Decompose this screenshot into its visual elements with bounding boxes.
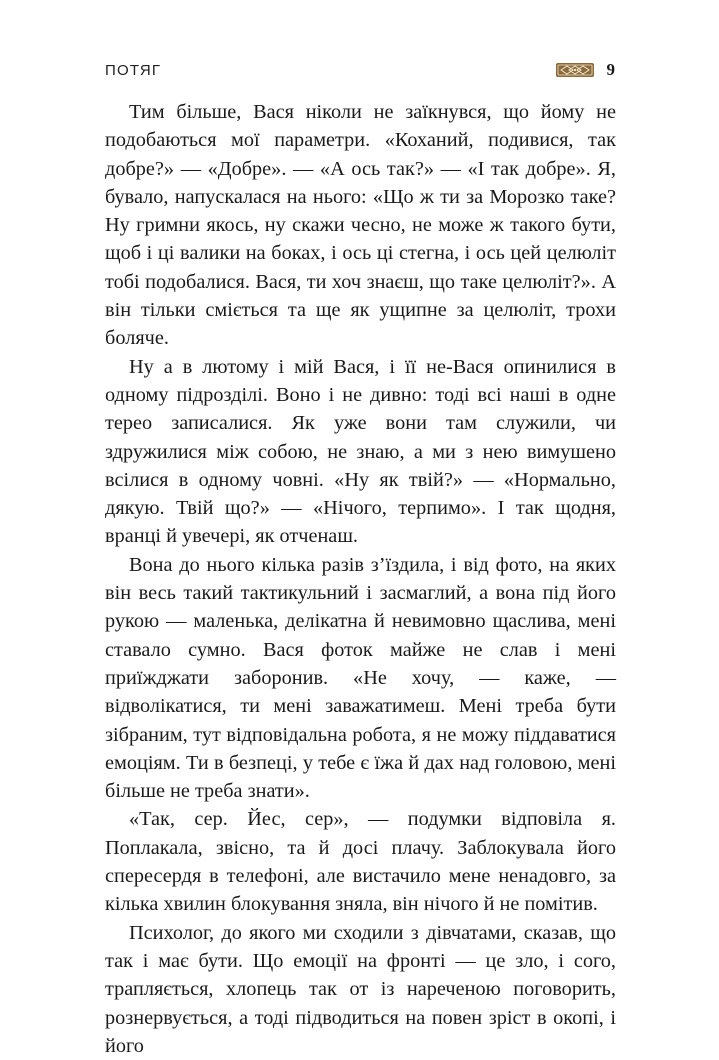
decorative-ornament-icon [555,62,595,78]
paragraph: Психолог, до якого ми сходили з дівчатами, сказав, що так і має бути. Що емоції на фронті — це зло, і coго, трапляється, хлопець так от із нареченою поговорить, рознервується, а тоді підводиться на повен зріст в окопі, і його [105,921,616,1057]
paragraph: Вона до нього кілька разів з’їздила, і від фото, на яких він весь такий тактикульний і засмаглий, а вона під його рукою — маленька, делікатна й невимовно щаслива, мені ставало сумно. Вася фоток майже не слав і мені приїжджати заборонив. «Не хочу, — каже, — відволікатися, ти мені заважатимеш. Мені треба бути зібраним, тут відповідальна робота, я не можу піддаватися емоціям. Ти в безпеці, у тебе є їжа й дах над головою, мені більше не треба знати». [105,553,616,803]
running-head [105,60,615,84]
running-title: ПОТЯГ [105,62,162,79]
body-text [105,98,616,1060]
page-number: 9 [606,60,615,79]
paragraph: «Так, сер. Йес, сер», — подумки відповіла я. Поплакала, звісно, та й досі плачу. Заблокувала його спересердя в телефоні, але вистачило мене ненадовго, за кілька хвилин блокування зняла, він нічого й не помітив. [105,808,616,916]
paragraph: Тим більше, Вася ніколи не заїкнувся, що йому не подобаються мої параметри. «Коханий, подивися, так добре?» — «Добре». — «А ось так?» — «І так добре». Я, бувало, напускалася на нього: «Що ж ти за Морозко таке? Ну гримни якось, ну скажи чесно, не може ж такого бути, щоб і ці валики на боках, і ось ці стегна, і ось цей целюліт тобі подобалися. Вася, ти хоч знаєш, що таке целюліт?». А він тільки сміється та ще як ущипне за целюліт, трохи боляче. [105,101,616,350]
paragraph: Ну а в лютому і мій Вася, і її не-Вася опинилися в одному підрозділі. Воно і не дивно: тоді всі наші в одне терео записалися. Як уже вони там служили, чи здружилися між собою, не знаю, а ми з нею вимушено всілися в одному човні. «Ну як твій?» — «Нормально, дякую. Твій що?» — «Нічого, терпимо». І так щодня, вранці й увечері, як отченаш. [105,355,616,548]
